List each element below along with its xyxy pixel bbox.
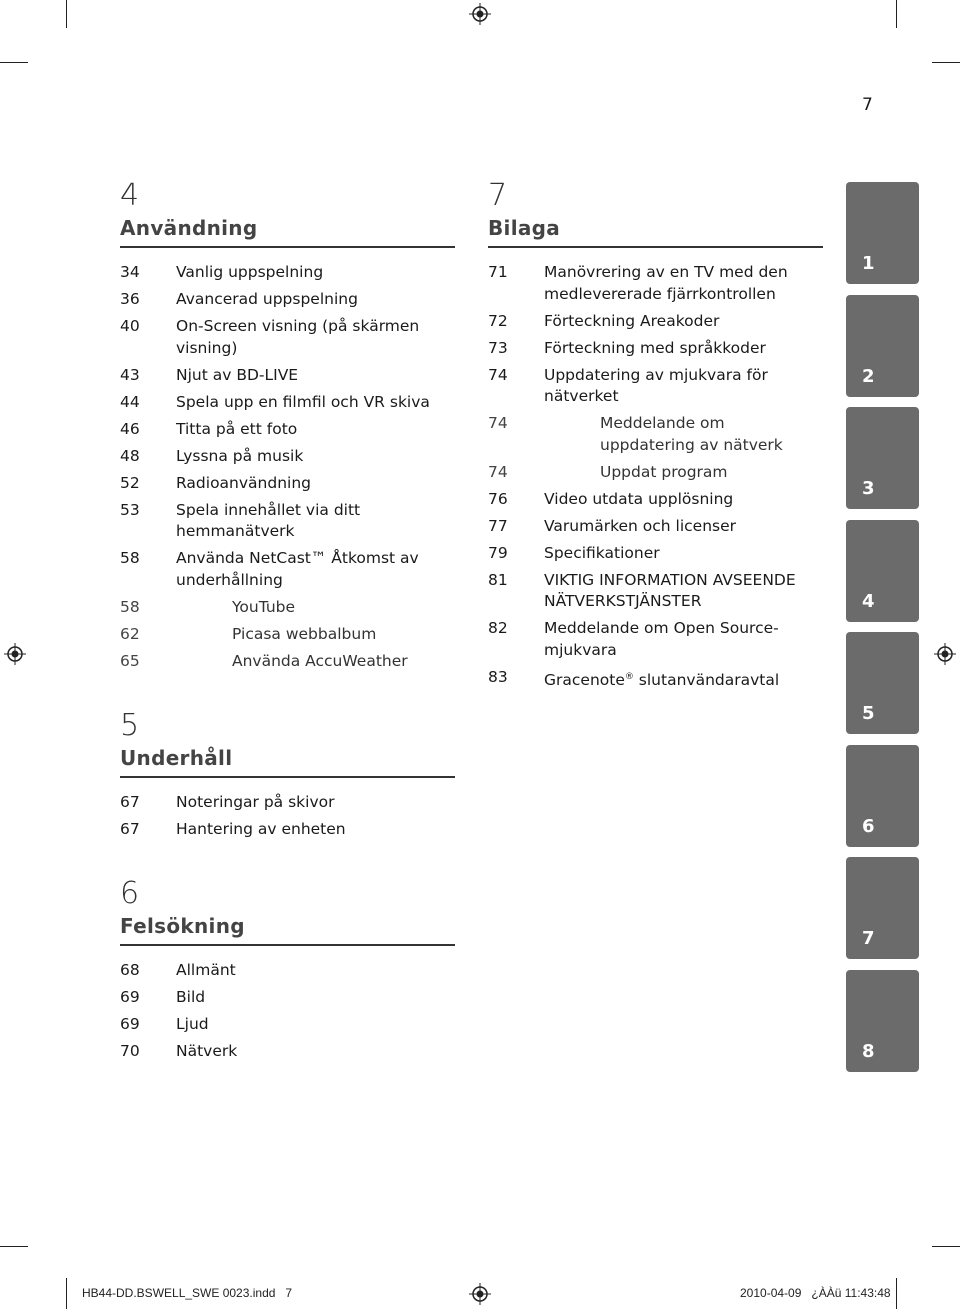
registration-mark-icon bbox=[469, 1283, 491, 1305]
toc-text: Meddelande om uppdatering av nätverk bbox=[600, 414, 783, 454]
toc-entry[interactable] bbox=[120, 316, 455, 359]
chapter-tab[interactable] bbox=[846, 857, 919, 959]
toc-page: 77 bbox=[488, 516, 508, 535]
toc-page: 36 bbox=[120, 290, 140, 308]
section-felsokning bbox=[120, 878, 455, 1068]
section-number: 6 bbox=[120, 876, 140, 911]
toc-page: 48 bbox=[120, 446, 140, 465]
toc-text: Gracenote bbox=[544, 670, 625, 689]
toc-entry[interactable] bbox=[120, 1014, 455, 1036]
toc-text: Specifikationer bbox=[544, 543, 660, 562]
toc-text: Vanlig uppspelning bbox=[176, 263, 324, 281]
chapter-tabs bbox=[846, 182, 919, 1082]
toc-text: Nätverk bbox=[176, 1042, 238, 1060]
toc-page: 52 bbox=[120, 473, 140, 492]
toc-page: 53 bbox=[120, 500, 140, 519]
toc-text-after: slutanvändaravtal bbox=[633, 670, 780, 689]
chapter-tab[interactable] bbox=[846, 745, 919, 847]
crop-mark bbox=[896, 0, 897, 28]
toc-text: Spela upp en filmfil och VR skiva bbox=[176, 392, 430, 411]
chapter-tab-label: 5 bbox=[862, 703, 875, 724]
chapter-tab[interactable] bbox=[846, 407, 919, 509]
toc-text: Uppdat program bbox=[600, 462, 728, 481]
toc-text: Lyssna på musik bbox=[176, 446, 304, 465]
toc-page: 69 bbox=[120, 1015, 140, 1033]
toc-text: Allmänt bbox=[176, 961, 236, 979]
page-number: 7 bbox=[862, 95, 873, 115]
section-underhall bbox=[120, 710, 455, 846]
toc-text: Uppdatering av mjukvara för nätverket bbox=[544, 365, 768, 405]
toc-text: On-Screen visning (på skärmen visning) bbox=[176, 317, 420, 357]
crop-mark bbox=[66, 1278, 67, 1309]
toc-entry[interactable] bbox=[120, 392, 455, 414]
chapter-tab-label: 3 bbox=[862, 478, 875, 499]
toc-page: 69 bbox=[120, 988, 140, 1006]
toc-page: 81 bbox=[488, 570, 508, 589]
toc-text: Video utdata upplösning bbox=[544, 489, 734, 508]
toc-entry[interactable] bbox=[120, 473, 455, 495]
toc-page: 46 bbox=[120, 419, 140, 438]
toc-page: 76 bbox=[488, 489, 508, 508]
toc-entry[interactable] bbox=[488, 516, 823, 538]
toc-list bbox=[120, 262, 455, 672]
chapter-tab-label: 1 bbox=[862, 253, 875, 274]
registration-mark-icon bbox=[4, 643, 26, 665]
toc-entry[interactable] bbox=[120, 365, 455, 387]
toc-text: Manövrering av en TV med den medlevererade fjärrkontrollen bbox=[544, 263, 788, 303]
toc-page: 74 bbox=[488, 365, 508, 384]
toc-page: 65 bbox=[120, 651, 140, 670]
toc-text: YouTube bbox=[232, 597, 296, 616]
toc-text: Ljud bbox=[176, 1015, 209, 1033]
toc-subentry[interactable] bbox=[120, 624, 455, 646]
toc-entry[interactable] bbox=[120, 548, 455, 591]
toc-text: VIKTIG INFORMATION AVSEENDE NÄTVERKSTJÄNSTER bbox=[544, 570, 796, 610]
toc-page: 72 bbox=[488, 311, 508, 330]
crop-mark bbox=[66, 0, 67, 28]
toc-entry[interactable] bbox=[120, 792, 455, 814]
chapter-tab[interactable] bbox=[846, 970, 919, 1072]
toc-text: Förteckning med språkkoder bbox=[544, 338, 766, 357]
crop-mark bbox=[932, 1246, 960, 1247]
footer-date: 2010-04-09 ¿ÀÀü 11:43:48 bbox=[740, 1286, 891, 1300]
section-number: 5 bbox=[120, 708, 140, 743]
toc-list bbox=[120, 960, 455, 1063]
toc-page: 74 bbox=[488, 462, 508, 481]
toc-entry[interactable] bbox=[120, 262, 455, 284]
toc-text: Bild bbox=[176, 988, 206, 1006]
toc-page: 58 bbox=[120, 597, 140, 616]
section-title: Felsökning bbox=[120, 914, 455, 946]
toc-list bbox=[488, 262, 823, 691]
toc-text: Varumärken och licenser bbox=[544, 516, 737, 535]
toc-text: Använda AccuWeather bbox=[232, 651, 408, 670]
toc-page: 34 bbox=[120, 263, 140, 281]
crop-mark bbox=[0, 1246, 28, 1247]
toc-page: 73 bbox=[488, 338, 508, 357]
toc-page: 40 bbox=[120, 317, 140, 335]
toc-text: Meddelande om Open Source-mjukvara bbox=[544, 619, 779, 659]
toc-entry[interactable] bbox=[120, 419, 455, 441]
toc-page: 44 bbox=[120, 392, 140, 411]
chapter-tab[interactable] bbox=[846, 632, 919, 734]
crop-mark bbox=[0, 62, 28, 63]
toc-text: Njut av BD-LIVE bbox=[176, 365, 299, 384]
chapter-tab-label: 4 bbox=[862, 590, 875, 612]
toc-entry[interactable] bbox=[120, 987, 455, 1009]
toc-text: Förteckning Areakoder bbox=[544, 311, 720, 330]
section-title: Användning bbox=[120, 216, 455, 248]
toc-page: 79 bbox=[488, 543, 508, 562]
toc-page: 58 bbox=[120, 549, 140, 567]
toc-subentry[interactable] bbox=[488, 462, 823, 484]
footer-file: HB44-DD.BSWELL_SWE 0023.indd 7 bbox=[82, 1286, 293, 1300]
toc-text: Avancerad uppspelning bbox=[176, 290, 358, 308]
toc-text: Noteringar på skivor bbox=[176, 793, 335, 811]
toc-entry[interactable] bbox=[488, 365, 823, 408]
toc-entry[interactable] bbox=[488, 489, 823, 511]
toc-page: 68 bbox=[120, 961, 140, 979]
toc-entry[interactable] bbox=[120, 446, 455, 468]
toc-entry[interactable] bbox=[120, 819, 455, 841]
toc-page: 62 bbox=[120, 624, 140, 643]
toc-text: Radioanvändning bbox=[176, 473, 312, 492]
toc-page: 67 bbox=[120, 793, 140, 811]
toc-page: 74 bbox=[488, 414, 508, 432]
registered-mark: ® bbox=[624, 671, 634, 682]
section-number: 4 bbox=[120, 178, 140, 213]
section-anvandning bbox=[120, 180, 455, 678]
toc-page: 67 bbox=[120, 820, 140, 838]
toc-entry[interactable] bbox=[488, 570, 823, 613]
section-title: Underhåll bbox=[120, 746, 455, 778]
chapter-tab[interactable] bbox=[846, 520, 919, 622]
toc-text: Hantering av enheten bbox=[176, 820, 346, 838]
toc-entry[interactable] bbox=[488, 311, 823, 333]
chapter-tab[interactable] bbox=[846, 295, 919, 397]
toc-entry[interactable] bbox=[488, 543, 823, 565]
registration-mark-icon bbox=[469, 3, 491, 25]
toc-entry[interactable] bbox=[120, 289, 455, 311]
section-title: Bilaga bbox=[488, 216, 823, 248]
toc-text: Använda NetCast™ Åtkomst av underhållning bbox=[176, 549, 419, 589]
toc-page: 82 bbox=[488, 619, 508, 637]
toc-entry[interactable] bbox=[120, 500, 455, 543]
toc-text-wrap bbox=[544, 667, 823, 692]
chapter-tab-label: 7 bbox=[862, 928, 875, 949]
toc-list bbox=[120, 792, 455, 841]
toc-entry[interactable] bbox=[488, 338, 823, 360]
chapter-tab[interactable] bbox=[846, 182, 919, 284]
toc-text: Titta på ett foto bbox=[176, 419, 298, 438]
toc-page: 83 bbox=[488, 667, 508, 686]
toc-page: 70 bbox=[120, 1042, 140, 1060]
toc-page: 43 bbox=[120, 365, 140, 384]
toc-text: Picasa webbalbum bbox=[232, 624, 377, 643]
toc-entry[interactable] bbox=[488, 618, 823, 661]
chapter-tab-label: 2 bbox=[862, 365, 875, 387]
toc-entry[interactable] bbox=[120, 960, 455, 982]
toc-page: 71 bbox=[488, 263, 508, 281]
chapter-tab-label: 8 bbox=[862, 1040, 875, 1062]
registration-mark-icon bbox=[934, 643, 956, 665]
toc-subentry[interactable] bbox=[488, 413, 823, 456]
section-bilaga bbox=[488, 180, 823, 697]
toc-text: Spela innehållet via ditt hemmanätverk bbox=[176, 500, 361, 540]
section-number: 7 bbox=[488, 178, 508, 213]
toc-subentry[interactable] bbox=[120, 651, 455, 673]
chapter-tab-label: 6 bbox=[862, 815, 875, 837]
toc-entry[interactable] bbox=[488, 262, 823, 305]
toc-subentry[interactable] bbox=[120, 597, 455, 619]
toc-entry[interactable] bbox=[120, 1041, 455, 1063]
crop-mark bbox=[932, 62, 960, 63]
crop-mark bbox=[896, 1278, 897, 1309]
toc-entry[interactable] bbox=[488, 667, 823, 692]
